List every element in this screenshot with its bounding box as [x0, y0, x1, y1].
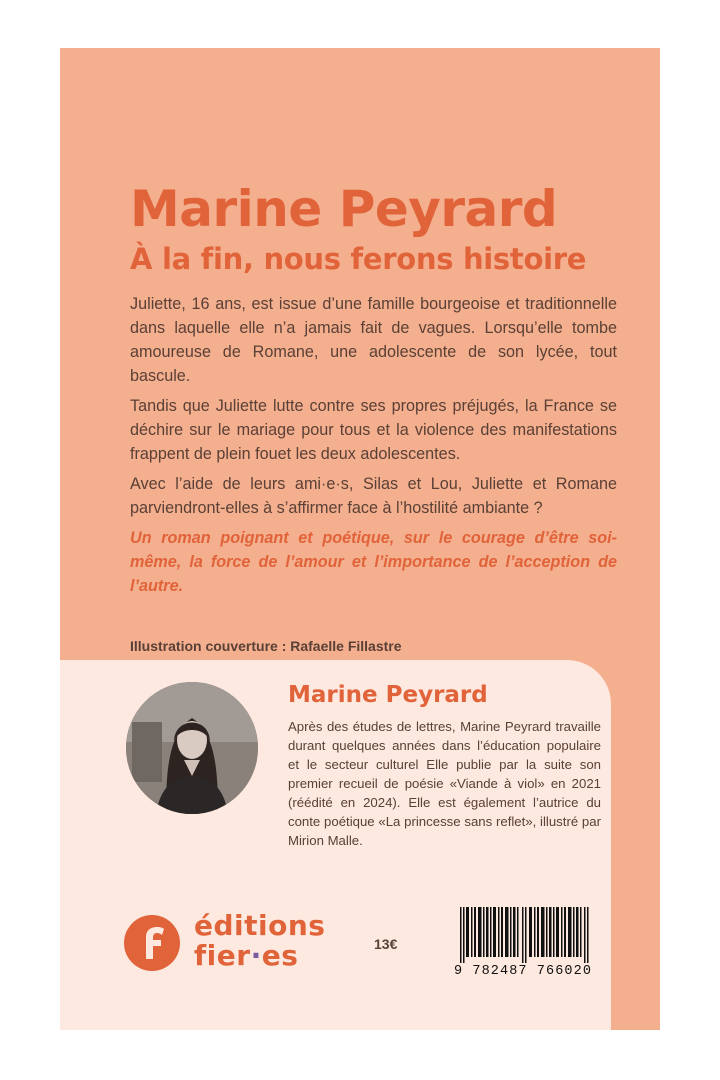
author-bio-panel — [60, 660, 611, 1030]
illustration-credit: Illustration couverture : Rafaelle Fillastre — [130, 638, 402, 654]
author-photo — [126, 682, 258, 814]
barcode — [454, 907, 594, 981]
blurb-paragraph: Avec l’aide de leurs ami·e·s, Silas et Lou, Juliette et Romane parviendront-elles à s’affirmer face à l’hostilité ambiante ? — [130, 475, 617, 517]
bio-author-name: Marine Peyrard — [288, 682, 488, 708]
barcode-bars — [460, 907, 592, 963]
price: 13€ — [374, 936, 398, 952]
publisher-dot: · — [250, 939, 262, 972]
f-letter-icon — [124, 915, 180, 971]
author-name: Marine Peyrard — [130, 180, 558, 238]
back-cover — [60, 48, 660, 1030]
publisher-logo — [124, 903, 384, 983]
blurb — [130, 292, 617, 598]
barcode-digits: 9 782487 766020 — [454, 964, 593, 979]
bio-text: Après des études de lettres, Marine Peyrard travaille durant quelques années dans l’éducation populaire et le secteur culturel Elle publie par la suite son premier recueil de poésie «Viande à viol» en 2021 (réédité en 2024). Elle est également l’autrice du conte poétique «La princesse sans reflet», illustré par Mirion Malle. — [288, 719, 601, 848]
book-title: À la fin, nous ferons histoire — [130, 242, 587, 276]
blurb-paragraph: Juliette, 16 ans, est issue d’une famille bourgeoise et traditionnelle dans laquelle elle n’a jamais fait de vagues. Lorsqu’elle tombe amoureuse de Romane, une adolescente de son lycée, tout bascule. — [130, 295, 617, 385]
tagline: Un roman poignant et poétique, sur le courage d’être soi-même, la force de l’amour et l’importance de l’acception de l’autre. — [130, 529, 617, 595]
blurb-paragraph: Tandis que Juliette lutte contre ses propres préjugés, la France se déchire sur le mariage pour tous et la violence des manifestations frappent de plein fouet les deux adolescentes. — [130, 397, 617, 463]
publisher-name-line-1: éditions — [194, 909, 326, 942]
publisher-name-line-2: fier·es — [194, 939, 299, 972]
